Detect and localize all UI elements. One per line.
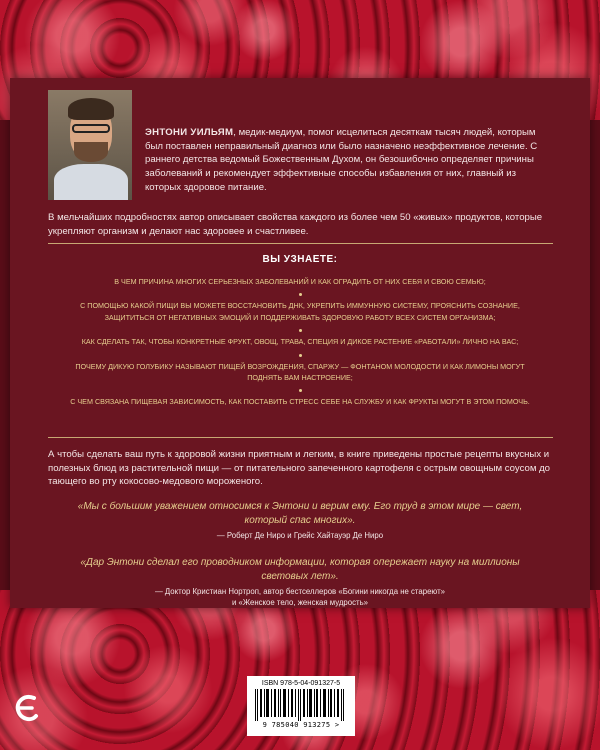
divider-bottom xyxy=(48,437,553,438)
isbn-text: ISBN 978-5-04-091327-5 xyxy=(261,680,341,687)
quote-2-author xyxy=(60,586,540,608)
book-description: В мельчайших подробностях автор описывает свойства каждого из более чем 50 «живых» продуктов, которые укрепляют организм и делают нас здоровее и счастливее. xyxy=(48,212,543,237)
learn-item: ПОЧЕМУ ДИКУЮ ГОЛУБИКУ НАЗЫВАЮТ ПИЩЕЙ ВОЗРОЖДЕНИЯ, СПАРЖУ — ФОНТАНОМ МОЛОДОСТИ И КАК ЛИМОНЫ МОГУТ ПОДНЯТЬ ВАМ НАСТРОЕНИЕ; xyxy=(75,361,525,383)
learn-item: С ЧЕМ СВЯЗАНА ПИЩЕВАЯ ЗАВИСИМОСТЬ, КАК ПОСТАВИТЬ СТРЕСС СЕБЕ НА СЛУЖБУ И КАК ФРУКТЫ МОГУТ В ЭТОМ ПОМОЧЬ. xyxy=(70,397,530,407)
learn-list xyxy=(60,276,540,408)
author-bio xyxy=(145,126,550,195)
author-photo xyxy=(48,90,132,200)
quote-2-author-line-2: и «Женское тело, женская мудрость» xyxy=(232,598,368,607)
quote-1-author xyxy=(60,530,540,541)
author-bio-text: , медик-медиум, помог исцелиться десяткам тысяч людей, которым был поставлен неправильный диагноз или было назначено неэффективное лечение. С раннего детства ведомый Божественным Духом, он безошибочно определяет причины заболеваний и рекомендует эффективные способы избавления от них, главный из которых здоровое питание. xyxy=(145,127,538,193)
barcode-box xyxy=(247,676,355,736)
quote-2-author-line-1: — Доктор Кристиан Нортроп, автор бестселлеров «Богини никогда не стареют» xyxy=(154,587,446,596)
closing-paragraph: А чтобы сделать ваш путь к здоровой жизни приятным и легким, в книге приведены простые рецепты вкусных и полезных блюд из растительной пищи — от питательного запеченного картофеля с острым овощным соусом до тающего во рту кокосово-медового мороженого. xyxy=(48,449,551,488)
bullet-dot xyxy=(299,354,302,357)
publisher-logo-icon xyxy=(14,692,40,724)
learn-heading: ВЫ УЗНАЕТЕ: xyxy=(262,254,338,265)
bullet-dot xyxy=(299,293,302,296)
author-name: ЭНТОНИ УИЛЬЯМ xyxy=(145,127,234,138)
quote-1: «Мы с большим уважением относимся к Энтони и верим ему. Его труд в этом мире — свет, который спас многих». xyxy=(77,501,523,526)
barcode-icon xyxy=(253,689,349,721)
learn-item: С ПОМОЩЬЮ КАКОЙ ПИЩИ ВЫ МОЖЕТЕ ВОССТАНОВИТЬ ДНК, УКРЕПИТЬ ИММУННУЮ СИСТЕМУ, ПРОЯСНИТЬ СОЗНАНИЕ, ЗАЩИТИТЬСЯ ОТ НЕГАТИВНЫХ ЭМОЦИЙ И ПОДДЕРЖИВАТЬ ЗДОРОВУЮ РАБОТУ ВСЕХ СИСТЕМ ОРГАНИЗМА; xyxy=(80,301,520,322)
learn-item: В ЧЕМ ПРИЧИНА МНОГИХ СЕРЬЕЗНЫХ ЗАБОЛЕВАНИЙ И КАК ОГРАДИТЬ ОТ НИХ СЕБЯ И СВОЮ СЕМЬЮ; xyxy=(114,277,486,286)
learn-item: КАК СДЕЛАТЬ ТАК, ЧТОБЫ КОНКРЕТНЫЕ ФРУКТ, ОВОЩ, ТРАВА, СПЕЦИЯ И ДИКОЕ РАСТЕНИЕ «РАБОТАЛИ» ЛИЧНО НА ВАС; xyxy=(81,337,519,347)
barcode-digits: 9 785040 913275 > xyxy=(262,721,340,729)
divider-top xyxy=(48,243,553,244)
quote-1-author-line: — Роберт Де Ниро и Грейс Хайтауэр Де Ниро xyxy=(216,531,384,540)
bullet-dot xyxy=(299,329,302,332)
quote-2: «Дар Энтони сделал его проводником информации, которая опережает науку на миллионы световых лет». xyxy=(80,557,520,582)
bullet-dot xyxy=(299,389,302,392)
